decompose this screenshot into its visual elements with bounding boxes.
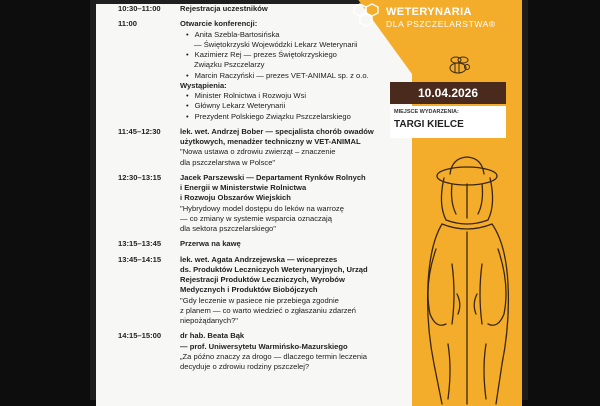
- conference-poster: [96, 0, 522, 406]
- schedule-talk-title: niepożądanych?": [180, 316, 239, 325]
- schedule-time: 14:15–15:00: [118, 331, 162, 341]
- schedule-talk-title: z planem — co warto wiedzieć o zgłaszaniu zdarzeń: [180, 305, 357, 315]
- logo-name: WETERYNARIA: [386, 6, 472, 18]
- schedule-bullet: • Kazimierz Rej — prezes Świętokrzyskiego: [180, 50, 418, 60]
- schedule-heading: użytkowych, menadżer techniczny w VET-ANIMAL: [180, 137, 361, 146]
- schedule-heading: Otwarcie konferencji:: [180, 19, 258, 29]
- beekeeper-illustration-icon: [412, 154, 522, 406]
- schedule-heading: Wystąpienia:: [180, 80, 227, 90]
- schedule-heading: Rejestracji Produktów Leczniczych, Wyrobów: [180, 275, 345, 284]
- schedule-heading: Rejestracja uczestników: [180, 4, 268, 13]
- honeycomb-logo-icon: [352, 2, 384, 30]
- schedule-talk-title: „Za późno znaczy za drogo — dlaczego termin leczenia: [180, 351, 367, 361]
- venue-label: MIEJSCE WYDARZENIA:: [394, 109, 459, 115]
- schedule-content: [180, 255, 418, 327]
- schedule-row: [118, 239, 418, 249]
- schedule-time: 11:00: [118, 19, 138, 29]
- schedule-time: 10:30–11:00: [118, 4, 161, 13]
- schedule-heading: Przerwa na kawę: [180, 239, 241, 249]
- schedule-heading: lek. wet. Agata Andrzejewska — wiceprezes: [180, 254, 338, 264]
- schedule-content: [180, 173, 418, 235]
- logo-subtitle: DLA PSZCZELARSTWA®: [386, 19, 496, 29]
- venue-box: [390, 106, 506, 138]
- schedule-heading: i Energii w Ministerstwie Rolnictwa: [180, 183, 307, 192]
- schedule-row: [118, 331, 418, 372]
- schedule-row: [118, 19, 418, 122]
- schedule-heading: — prof. Uniwersytetu Warmińsko-Mazurskiego: [180, 341, 348, 351]
- schedule-heading: dr hab. Beata Bąk: [180, 331, 245, 341]
- schedule-talk-title: dla sektora pszczelarskiego": [180, 224, 276, 233]
- bee-icon: [444, 54, 474, 78]
- schedule-bullet: • Prezydent Polskiego Związku Pszczelarskiego: [180, 112, 418, 122]
- venue-name: TARGI KIELCE: [394, 119, 464, 130]
- schedule-heading: Jacek Parszewski — Departament Rynków Rolnych: [180, 172, 366, 182]
- schedule-talk-title: decyduje o zdrowiu rodziny pszczelej?: [180, 362, 310, 371]
- schedule-row: [118, 255, 418, 327]
- schedule-time: 11:45–12:30: [118, 126, 161, 136]
- schedule-bullet: • Marcin Raczyński — prezes VET-ANIMAL sp. z o.o.: [180, 71, 418, 81]
- schedule-row: [118, 173, 418, 235]
- schedule-talk-title: "Nowa ustawa o zdrowiu zwierząt – znaczenie: [180, 147, 336, 157]
- schedule-heading: Medycznych i Produktów Biobójczych: [180, 285, 318, 295]
- schedule-content: [180, 239, 418, 249]
- schedule-bullet: • Główny Lekarz Weterynarii: [180, 101, 418, 111]
- schedule-content: [180, 127, 418, 168]
- schedule-talk-title: "Gdy leczenie w pasiece nie przebiega zgodnie: [180, 295, 339, 305]
- schedule-heading: i Rozwoju Obszarów Wiejskich: [180, 193, 291, 203]
- schedule-time: 12:30–13:15: [118, 172, 162, 182]
- schedule-content: [180, 19, 418, 122]
- schedule-heading: lek. wet. Andrzej Bober — specjalista chorób owadów: [180, 126, 374, 136]
- schedule-detail: Związku Pszczelarzy: [194, 60, 265, 70]
- schedule-talk-title: — co zmiany w systemie wsparcia oznaczają: [180, 213, 332, 223]
- schedule-list: [118, 4, 418, 377]
- schedule-row: [118, 127, 418, 168]
- schedule-talk-title: dla pszczelarstwa w Polsce": [180, 157, 276, 167]
- schedule-content: [180, 331, 418, 372]
- schedule-time: 13:45–14:15: [118, 254, 162, 264]
- schedule-bullet: • Anita Szebla-Bartosińska: [180, 30, 418, 40]
- schedule-talk-title: "Hybrydowy model dostępu do leków na warrozę: [180, 203, 344, 213]
- schedule-time: 13:15–13:45: [118, 239, 162, 249]
- schedule-detail: — Świętokrzyski Wojewódzki Lekarz Weterynarii: [194, 39, 358, 49]
- schedule-heading: ds. Produktów Leczniczych Weterynaryjnych, Urząd: [180, 264, 368, 274]
- event-date: 10.04.2026: [390, 82, 506, 104]
- schedule-bullet: • Minister Rolnictwa i Rozwoju Wsi: [180, 91, 418, 101]
